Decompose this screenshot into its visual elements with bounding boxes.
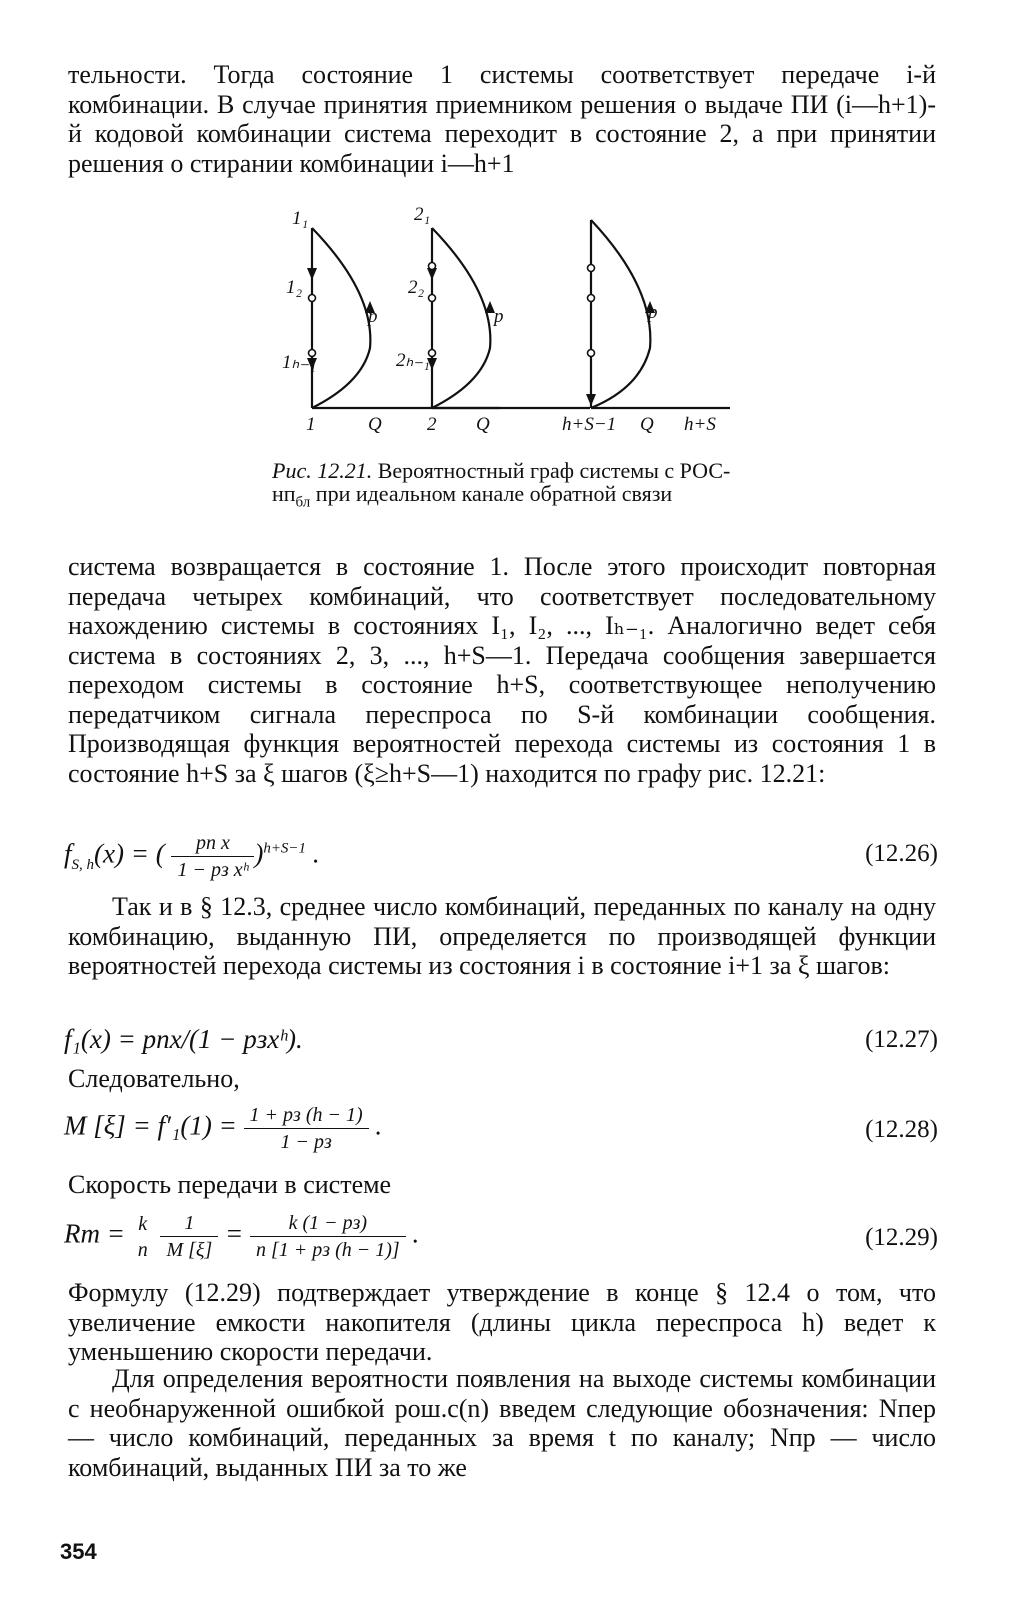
- equation-number: (12.26): [865, 840, 938, 867]
- label-q: Q: [476, 414, 490, 435]
- eq-lhs: Rт =: [64, 1218, 125, 1249]
- paragraph-text: Так и в § 12.3, среднее число комбинаций, переданных по каналу на одну комбинацию, выданную ПИ, определяется по производящей функции вероятностей перехода системы из состояния i в состояние i+1 за ξ шагов:: [68, 892, 936, 980]
- figure-caption: [272, 458, 744, 511]
- label-1-1: 1₁: [292, 208, 309, 229]
- equation-12-29: [64, 1206, 938, 1266]
- eq-numerator: k (1 − pз): [250, 1210, 406, 1237]
- eq-lhs: f: [64, 838, 72, 869]
- label-state-1: 1: [306, 414, 316, 435]
- eq-numerator: pп x: [171, 830, 254, 857]
- paragraph-4: [68, 1064, 936, 1094]
- label-2-1: 2₁: [414, 204, 431, 225]
- eq-fraction: [171, 830, 254, 883]
- label-2-2: 2₂: [408, 277, 425, 298]
- paragraph-7: [68, 1364, 936, 1482]
- caption-sub: бл: [295, 494, 311, 511]
- label-2-h: 2ₕ₋₁: [396, 350, 430, 371]
- equation-12-27: [64, 1018, 938, 1058]
- eq-lhs-sub: S, h: [71, 857, 95, 874]
- eq-arg: (x) = (: [94, 838, 165, 869]
- eq-numerator: k: [138, 1212, 148, 1235]
- eq-exponent: h+S−1: [263, 840, 307, 857]
- equation-12-26: $f_{S, h}(x)$ = ( $\frac{\text{pп x}}{\text{1 − pз xʰ}}$ )$^{h+S-1}$ . (12.26): [64, 832, 938, 881]
- label-1-h: 1ₕ₋₁: [282, 352, 316, 373]
- caption-text: Вероятностный граф системы с РОС-нп: [272, 458, 731, 506]
- label-p: p: [368, 306, 378, 327]
- paragraph-5: [68, 1170, 936, 1200]
- label-state-2: 2: [427, 414, 437, 435]
- eq-tail: .: [412, 1218, 420, 1249]
- equation-number: (12.29): [865, 1224, 938, 1251]
- paragraph-2: [68, 552, 936, 788]
- eq-lhs: M [ξ] = f′₁(1) =: [64, 1110, 237, 1141]
- caption-text-2: при идеальном канале обратной связи: [310, 481, 673, 506]
- eq-fraction-1: [132, 1211, 154, 1263]
- top-paragraph: [68, 60, 936, 178]
- label-q: Q: [368, 414, 382, 435]
- eq-fraction-2: [160, 1210, 218, 1263]
- equation-12-28: [64, 1098, 938, 1158]
- paragraph-text: Для определения вероятности появления на выходе системы комбинации с необнаруженной ошибкой pош.с(n) введем следующие обозначения: Nпер — число комбинаций, переданных за время t по каналу; Nпр — число комбинаций, выданных ПИ за то же: [68, 1364, 936, 1482]
- label-state-hs-1: h+S−1: [562, 414, 617, 435]
- label-p: p: [494, 306, 504, 327]
- eq-denominator: 1 − pз xʰ: [177, 859, 249, 881]
- paragraph-text: Следовательно,: [68, 1064, 240, 1093]
- equation-number: (12.27): [865, 1026, 938, 1053]
- caption-label: Рис. 12.21.: [272, 458, 373, 483]
- paragraph-text: Формулу (12.29) подтверждает утверждение в конце § 12.4 о том, что увеличение емкости накопителя (длины цикла переспроса h) ведет к уменьшению скорости передачи.: [68, 1278, 936, 1366]
- eq-denominator: n: [137, 1238, 148, 1261]
- paragraph-3: [68, 892, 936, 981]
- eq-tail: .: [375, 1110, 383, 1141]
- page-number: 354: [60, 1539, 97, 1564]
- eq-text: f₁(x) = pпx/(1 − pзxʰ).: [64, 1024, 303, 1054]
- label-1-2: 1₂: [286, 277, 303, 298]
- probability-graph-figure: [0, 198, 1018, 458]
- eq-fraction-3: [250, 1210, 406, 1263]
- eq-denominator: n [1 + pз (h − 1)]: [256, 1239, 400, 1261]
- paragraph-6: [68, 1278, 936, 1367]
- label-q: Q: [640, 414, 654, 435]
- eq-numerator: 1 + pз (h − 1): [244, 1102, 369, 1129]
- eq-equals: =: [225, 1218, 244, 1249]
- paragraph-text: Скорость передачи в системе: [68, 1170, 392, 1199]
- label-p: p: [648, 302, 658, 323]
- equation-number: (12.28): [865, 1116, 938, 1143]
- eq-tail: .: [312, 838, 320, 869]
- paragraph-text: система возвращается в состояние 1. После этого происходит повторная передача четырех комбинаций, что соответствует последовательному нахождению системы в состояниях I₁, I₂, ..., Iₕ₋₁. Аналогично ведет себя система в состояниях 2, 3, ..., h+S—1. Передача сообщения завершается переходом системы в состояние h+S, соответствующее неполучению передатчиком сигнала переспроса по S-й комбинации сообщения. Производящая функция вероятностей перехода системы из состояния 1 в состояние h+S за ξ шагов (ξ≥h+S—1) находится по графу рис. 12.21:: [68, 552, 936, 788]
- eq-numerator: 1: [160, 1210, 218, 1237]
- paragraph-text: тельности. Тогда состояние 1 системы соответствует передаче i-й комбинации. В случае принятия приемником решения о выдаче ПИ (i—h+1)-й кодовой комбинации система переходит в состояние 2, а при принятии решения о стирании комбинации i—h+1: [68, 60, 936, 178]
- label-state-hs: h+S: [684, 414, 716, 435]
- eq-denominator: M [ξ]: [166, 1239, 213, 1261]
- eq-fraction: [244, 1102, 369, 1155]
- eq-denominator: 1 − pз: [280, 1131, 332, 1153]
